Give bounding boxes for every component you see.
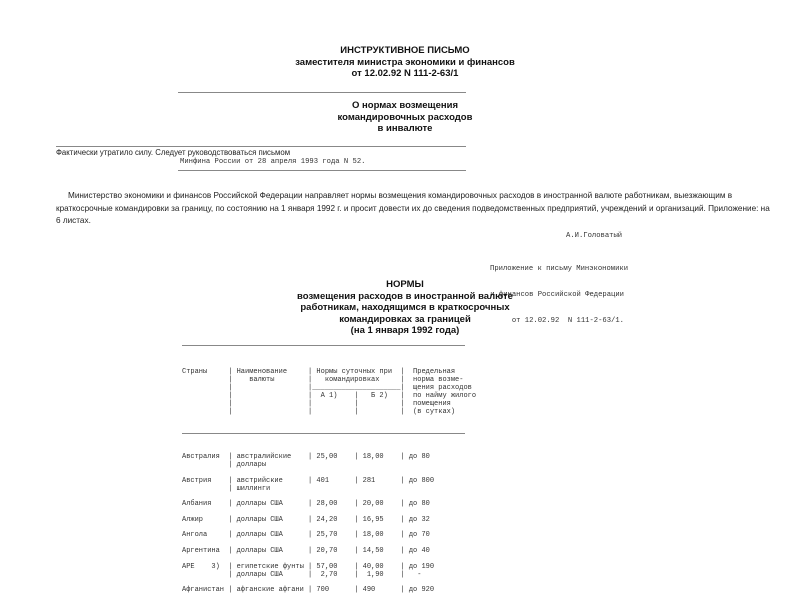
document-header — [230, 45, 580, 80]
header-line-2: заместителя министра экономики и финансов — [295, 56, 515, 68]
table-row — [182, 477, 476, 493]
norms-title — [255, 279, 555, 337]
table-row-line: | шиллинги — [182, 484, 271, 493]
table-body — [182, 453, 476, 594]
table-header-line: | | А 1) | Б 2) | по найму жилого — [182, 392, 477, 400]
table-row — [182, 453, 476, 469]
table-header-rule — [182, 433, 465, 434]
body-paragraph: Министерство экономики и финансов Российской Федерации направляет нормы возмещения командировочных расходов в иностранной валюте работникам, выезжающим в краткосрочные командировки за границу, по состоянию на 1 января 1992 г. и просит довести их до сведения подведомственных предприятий, учреждений и организаций. Приложение: на 6 листах. — [56, 191, 770, 225]
table-row — [182, 586, 476, 594]
norms-title-line-4: командировках за границей — [339, 313, 471, 325]
table-row-line: Албания | доллары США | 28,00 | 20,00 | до 80 — [182, 500, 430, 509]
table-header-line: | |_____________________| щения расходов — [182, 384, 472, 392]
appendix-line-3: от 12.02.92 N 111-2-63/1. — [511, 316, 624, 325]
appendix-line-1: Приложение к письму Минэкономики — [490, 265, 629, 274]
table-row-line: Ангола | доллары США | 25,70 | 18,00 | до 70 — [182, 531, 430, 540]
appendix-line-2: и финансов Российской Федерации — [490, 290, 624, 299]
table-row — [182, 500, 476, 508]
table-row-line: Аргентина | доллары США | 20,70 | 14,50 | до 40 — [182, 546, 430, 555]
divider — [182, 345, 465, 346]
table-header — [182, 368, 476, 416]
table-header-line: | | | | (в сутках) — [182, 408, 456, 416]
table-row — [182, 547, 476, 555]
document-subject — [280, 100, 530, 135]
table-row-line: Алжир | доллары США | 24,20 | 16,95 | до 32 — [182, 515, 430, 524]
subject-line-1: О нормах возмещения — [352, 100, 458, 111]
norms-title-line-5: (на 1 января 1992 года) — [350, 325, 460, 336]
norms-table — [182, 352, 476, 610]
validity-note: Фактически утратило силу. Следует руководствоваться письмом — [56, 148, 291, 157]
table-row — [182, 516, 476, 524]
table-row-line: АРЕ 3) | египетские фунты | 57,00 | 40,00 | до 190 — [182, 562, 435, 571]
table-row-line: Австрия | австрийские | 401 | 281 | до 800 — [182, 476, 435, 485]
table-header-line: | валюты | командировках | норма возме- — [182, 376, 464, 384]
divider — [178, 170, 466, 171]
table-row-line: | доллары США | 2,70 | 1,90 | - — [182, 570, 422, 579]
subject-line-3: в инвалюте — [377, 123, 433, 134]
subject-line-2: командировочных расходов — [337, 111, 473, 123]
norms-title-line-2: возмещения расходов в иностранной валюте — [297, 290, 513, 302]
table-row-line: Афганистан | афганские афгани | 700 | 490 | до 920 — [182, 586, 435, 595]
norms-title-line-3: работникам, находящимся в краткосрочных — [300, 302, 510, 313]
divider — [178, 92, 466, 93]
table-header-line: | | | | помещения — [182, 400, 451, 408]
validity-note-reference: Минфина России от 28 апреля 1993 года N 52. — [180, 158, 366, 166]
table-header-line: Страны | Наименование | Нормы суточных при | Предельная — [182, 368, 456, 376]
norms-title-line-1: НОРМЫ — [386, 279, 424, 290]
table-row — [182, 531, 476, 539]
table-row-line: Австралия | австралийские | 25,00 | 18,00 | до 80 — [182, 453, 430, 461]
divider — [56, 146, 466, 147]
header-line-3: от 12.02.92 N 111-2-63/1 — [351, 68, 459, 79]
header-line-1: ИНСТРУКТИВНОЕ ПИСЬМО — [340, 45, 470, 56]
signature: А.И.Головатый — [566, 232, 623, 240]
table-row-line: | доллары — [182, 461, 267, 469]
